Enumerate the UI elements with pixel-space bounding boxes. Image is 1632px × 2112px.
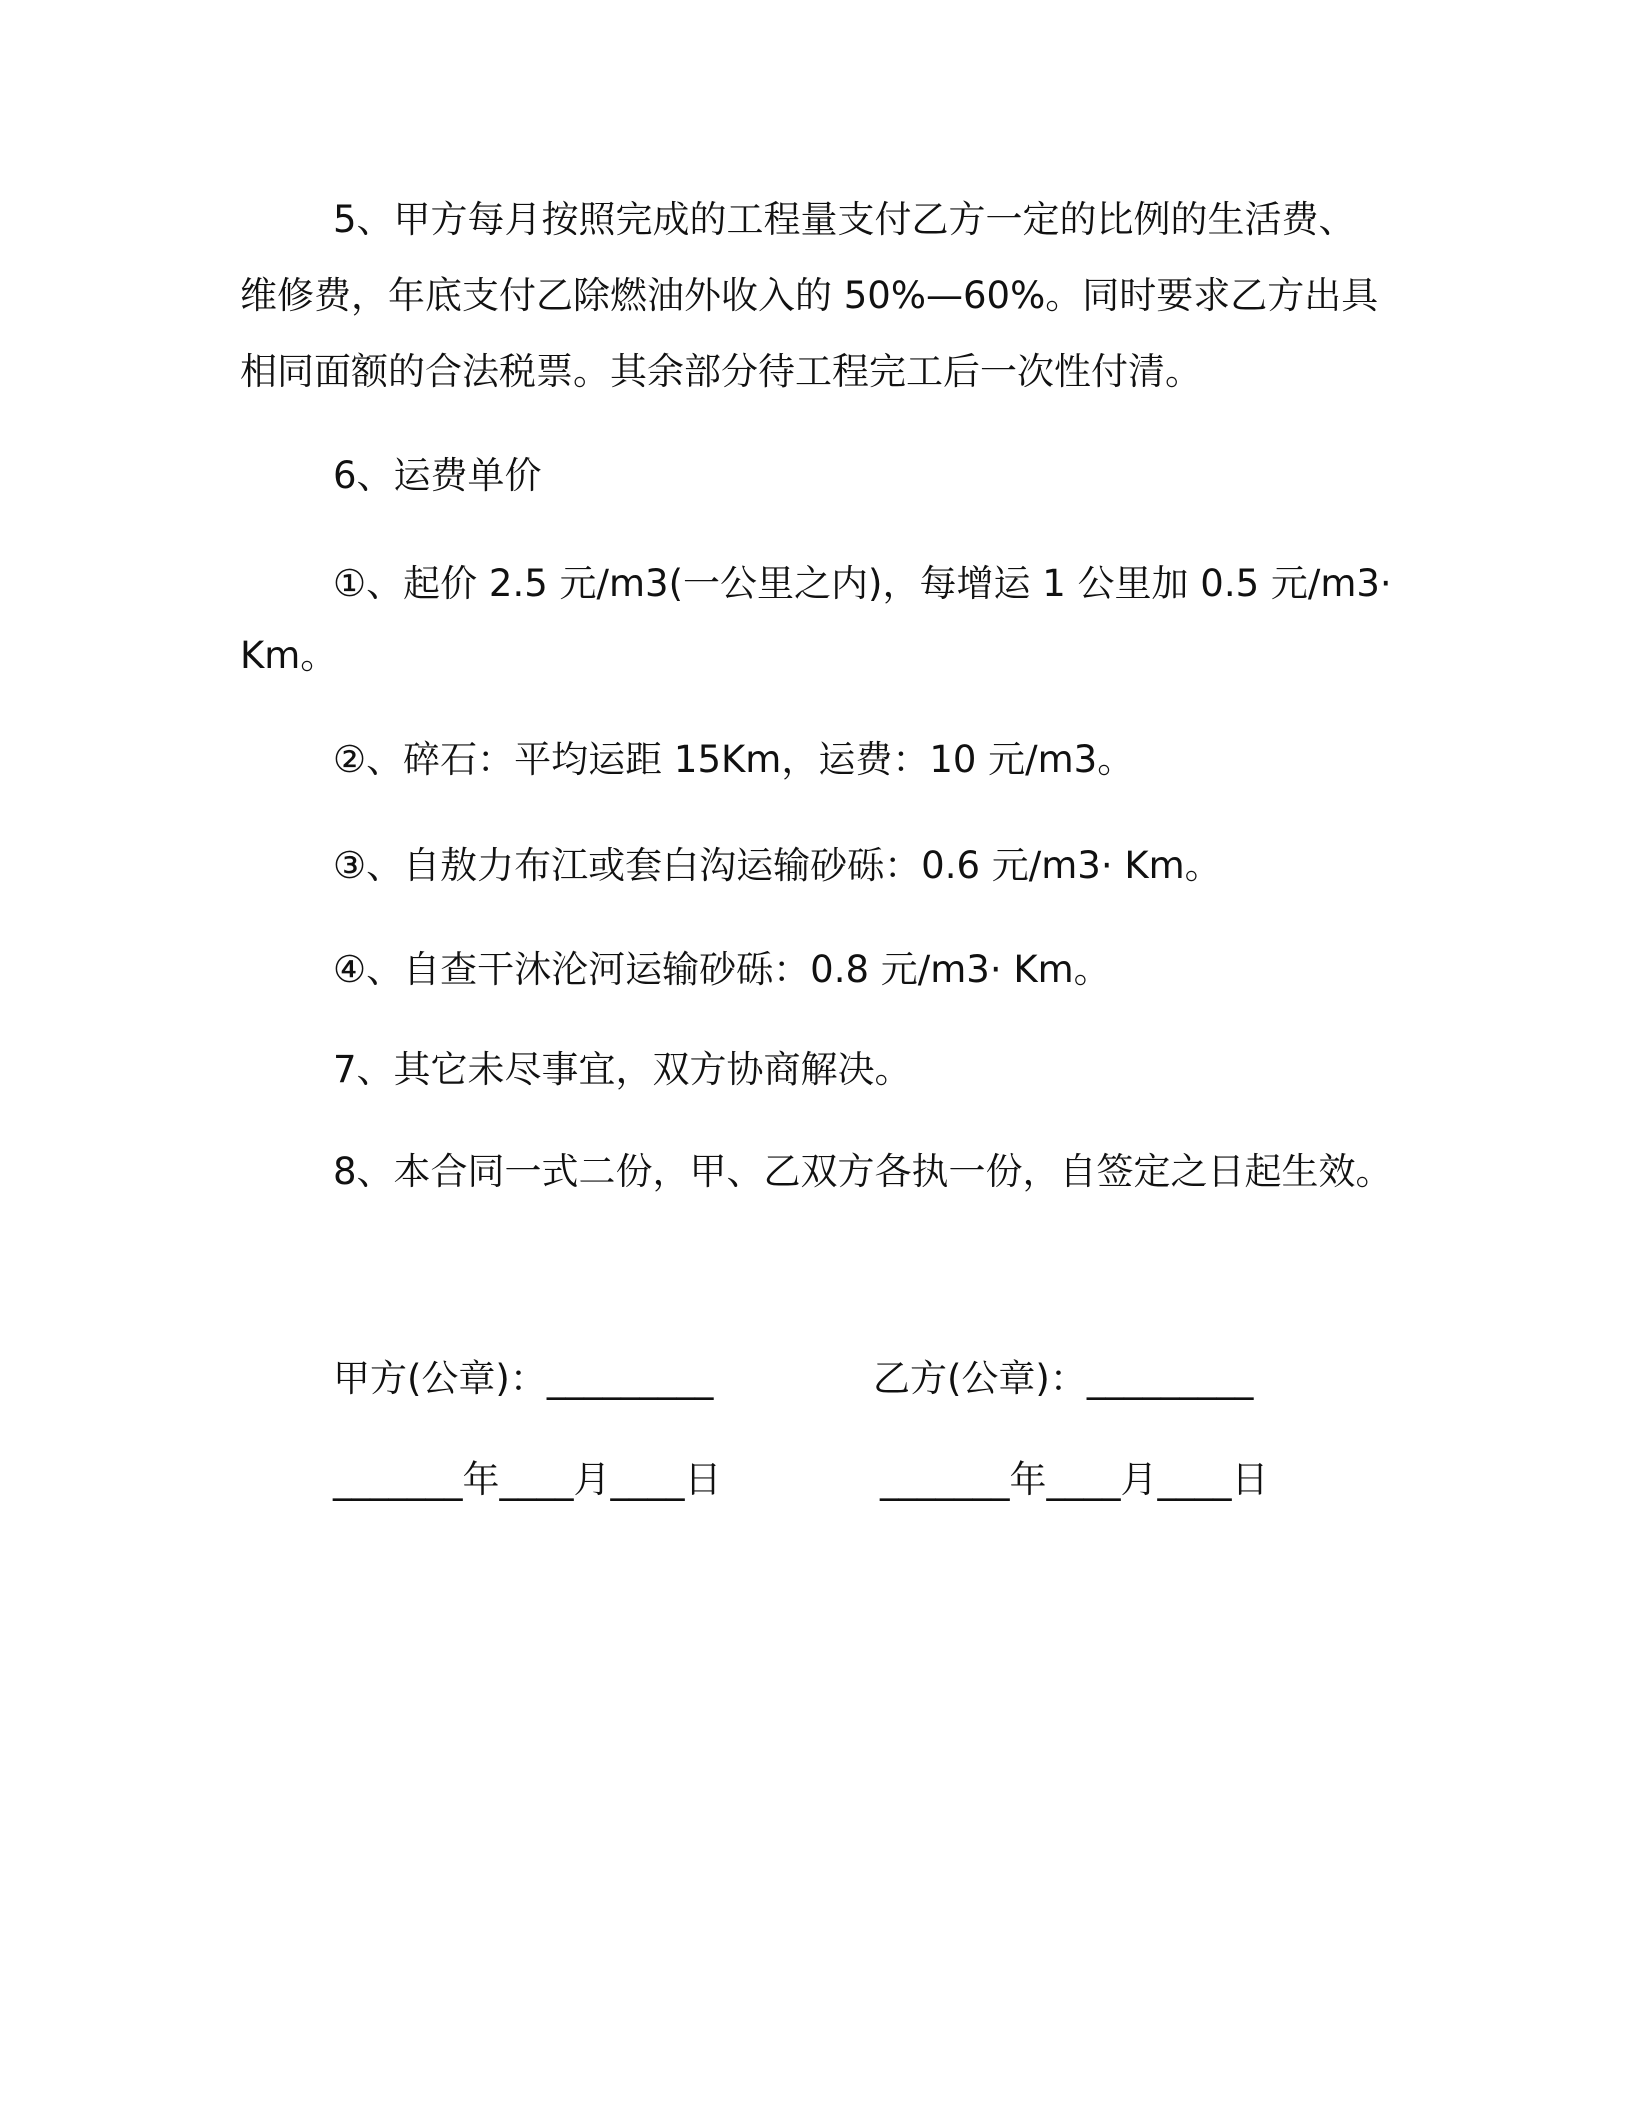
item5-line2: 维修费，年底支付乙除燃油外收入的 50%—60%。同时要求乙方出具 <box>240 274 1379 317</box>
item6-sub1-line2: Km。 <box>240 634 338 677</box>
item6-sub2: ②、碎石：平均运距 15Km，运费：10 元/m3。 <box>333 738 1135 781</box>
item7: 7、其它未尽事宜，双方协商解决。 <box>333 1048 912 1091</box>
item5-line1: 5、甲方每月按照完成的工程量支付乙方一定的比例的生活费、 <box>333 198 1356 241</box>
party-b-date: _______年____月____日 <box>880 1458 1269 1501</box>
item5-line3: 相同面额的合法税票。其余部分待工程完工后一次性付清。 <box>240 350 1202 393</box>
item6-sub3: ③、自敖力布江或套白沟运输砂砾：0.6 元/m3· Km。 <box>333 844 1222 887</box>
item6-heading: 6、运费单价 <box>333 454 542 497</box>
party-a-date: _______年____月____日 <box>333 1458 722 1501</box>
party-b-seal: 乙方(公章)：_________ <box>873 1357 1254 1400</box>
item8: 8、本合同一式二份，甲、乙双方各执一份，自签定之日起生效。 <box>333 1150 1393 1193</box>
item6-sub1-line1: ①、起价 2.5 元/m3(一公里之内)，每增运 1 公里加 0.5 元/m3· <box>333 562 1392 605</box>
party-a-seal: 甲方(公章)：_________ <box>333 1357 714 1400</box>
item6-sub4: ④、自查干沐沦河运输砂砾：0.8 元/m3· Km。 <box>333 948 1111 991</box>
